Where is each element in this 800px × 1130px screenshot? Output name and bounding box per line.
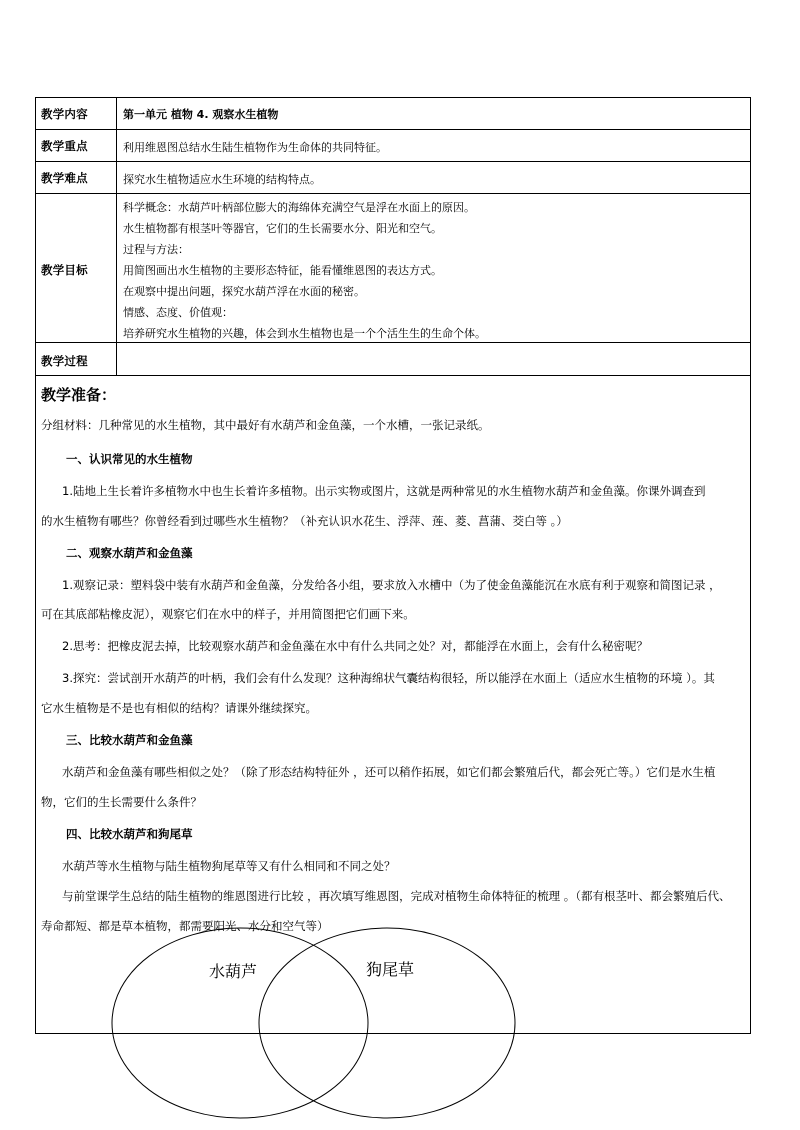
section-1-paragraph-cont: 的水生植物有哪些？你曾经看到过哪些水生植物？（补充认识水花生、浮萍、莲、菱、菖蒲、茭白等 。） (41, 514, 568, 528)
row-value-key-point: 利用维恩图总结水生陆生植物作为生命体的共同特征。 (123, 141, 387, 154)
section-2-paragraph-3: 3.探究：尝试剖开水葫芦的叶柄，我们会有什么发现？这种海绵状气囊结构很轻，所以能浮在水面上（适应水生植物的环境 ）。其 (62, 671, 715, 685)
row-label-difficulty: 教学难点 (41, 171, 88, 185)
section-1-paragraph: 1.陆地上生长着许多植物水中也生长着许多植物。出示实物或图片，这就是两种常见的水生植物水葫芦和金鱼藻。你课外调查到 (62, 484, 706, 498)
objective-line: 科学概念：水葫芦叶柄部位膨大的海绵体充满空气是浮在水面上的原因。 (123, 201, 475, 214)
row-label-process: 教学过程 (41, 354, 88, 368)
materials-text: 分组材料：几种常见的水生植物，其中最好有水葫芦和金鱼藻，一个水槽，一张记录纸。 (41, 418, 490, 432)
preparation-heading: 教学准备： (41, 386, 117, 404)
section-4-paragraph-2-cont: 寿命都短、都是草本植物，都需要阳光、水分和空气等） (41, 919, 329, 933)
objective-line: 在观察中提出问题，探究水葫芦浮在水面的秘密。 (123, 285, 365, 298)
section-4-paragraph-1: 水葫芦等水生植物与陆生植物狗尾草等又有什么相同和不同之处？ (62, 859, 396, 873)
objective-line: 培养研究水生植物的兴趣，体会到水生植物也是一个个活生生的生命个体。 (123, 327, 486, 340)
section-3-paragraph: 水葫芦和金鱼藻有哪些相似之处？（除了形态结构特征外 ，还可以稍作拓展，如它们都会繁殖后代，都会死亡等。）它们是水生植 (62, 765, 716, 779)
section-2-paragraph-2: 2.思考：把橡皮泥去掉，比较观察水葫芦和金鱼藻在水中有什么共同之处？对，都能浮在水面上，会有什么秘密呢？ (62, 639, 648, 653)
objective-line: 水生植物都有根茎叶等器官，它们的生长需要水分、阳光和空气。 (123, 222, 442, 235)
venn-left-label: 水葫芦 (209, 962, 258, 981)
section-3-paragraph-cont: 物，它们的生长需要什么条件？ (41, 795, 202, 809)
objective-line: 用简图画出水生植物的主要形态特征，能看懂维恩图的表达方式。 (123, 264, 442, 277)
section-2-paragraph-1: 1.观察记录：塑料袋中装有水葫芦和金鱼藻，分发给各小组，要求放入水槽中（为了使金鱼藻能沉在水底有利于观察和简图记录 ， (62, 578, 721, 592)
row-label-key-point: 教学重点 (41, 139, 88, 153)
row-value-difficulty: 探究水生植物适应水生环境的结构特点。 (123, 173, 321, 186)
section-1-heading: 一、认识常见的水生植物 (66, 452, 193, 466)
venn-left-ellipse (112, 928, 368, 1118)
objective-line: 过程与方法： (123, 243, 189, 256)
row-value-content: 第一单元 植物 4. 观察水生植物 (123, 108, 279, 121)
section-2-paragraph-3-cont: 它水生植物是不是也有相似的结构？请课外继续探究。 (41, 701, 317, 715)
section-2-paragraph-1-cont: 可在其底部粘橡皮泥），观察它们在水中的样子，并用简图把它们画下来。 (41, 607, 415, 621)
section-4-paragraph-2: 与前堂课学生总结的陆生植物的维恩图进行比较 ，再次填写维恩图，完成对植物生命体特征的梳理 。（都有根茎叶、都会繁殖后代、 (62, 889, 731, 903)
section-3-heading: 三、比较水葫芦和金鱼藻 (66, 733, 193, 747)
section-4-heading: 四、比较水葫芦和狗尾草 (66, 827, 193, 841)
objective-line: 情感、态度、价值观： (123, 306, 233, 319)
venn-right-label: 狗尾草 (366, 960, 415, 979)
row-label-content: 教学内容 (41, 107, 88, 121)
section-2-heading: 二、观察水葫芦和金鱼藻 (66, 546, 193, 560)
row-label-objectives: 教学目标 (41, 263, 88, 277)
